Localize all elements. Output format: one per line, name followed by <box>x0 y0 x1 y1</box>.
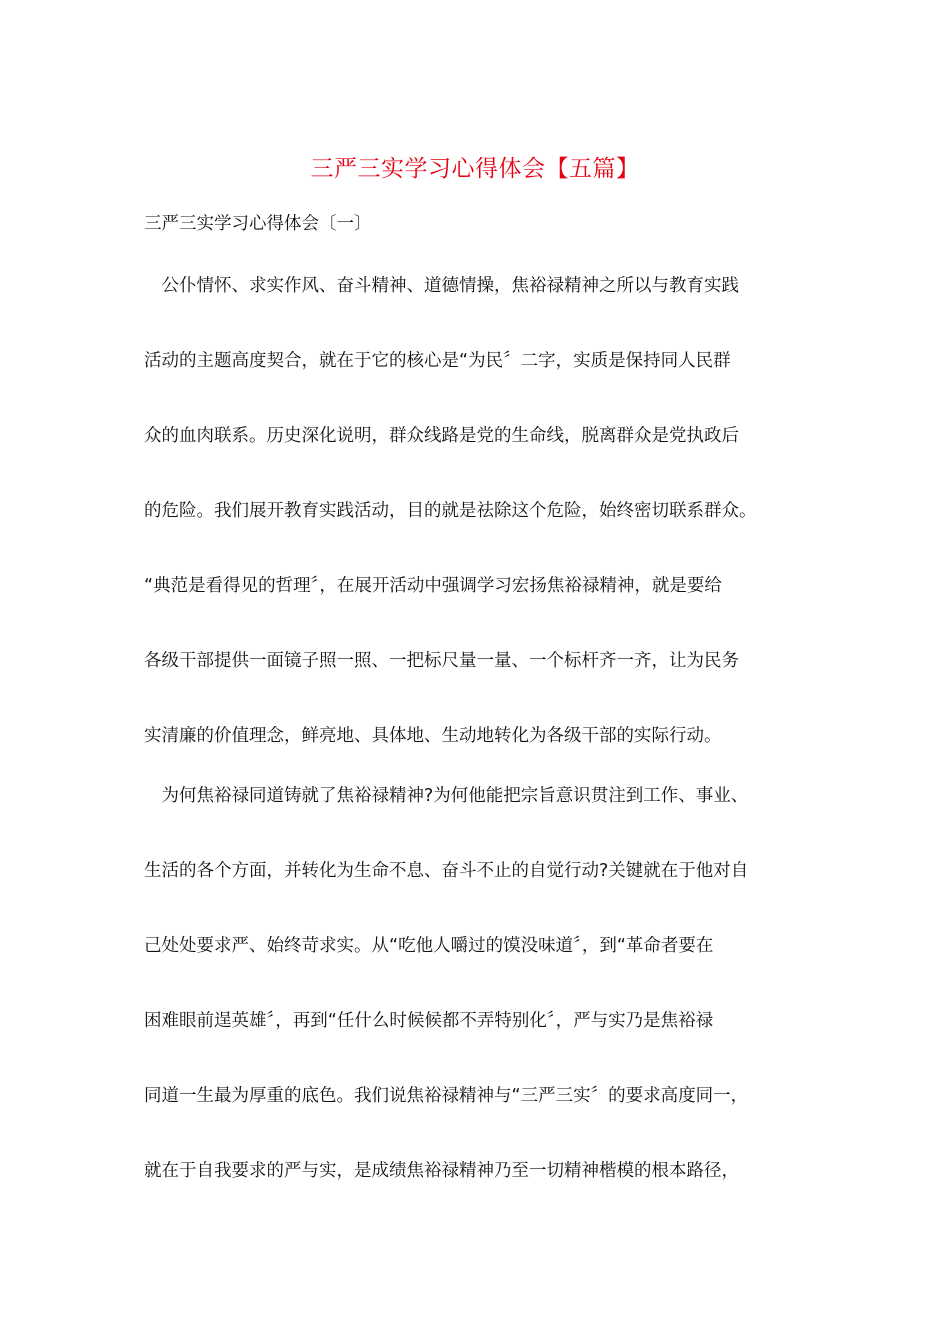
section-heading: 三严三实学习心得体会〔一〕 <box>144 214 372 234</box>
body-text-line: 实清廉的价值理念，鲜亮地、具体地、生动地转化为各级干部的实际行动。 <box>144 726 722 746</box>
body-text-line: 的危险。我们展开教育实践活动，目的就是祛除这个危险，始终密切联系群众。 <box>144 501 757 521</box>
body-text-line: 众的血肉联系。历史深化说明，群众线路是党的生命线，脱离群众是党执政后 <box>144 426 739 446</box>
body-text-line: 就在于自我要求的严与实，是成绩焦裕禄精神乃至一切精神楷模的根本路径， <box>144 1161 739 1181</box>
body-text-line: 生活的各个方面，并转化为生命不息、奋斗不止的自觉行动?关键就在于他对自 <box>144 861 749 881</box>
body-text-line: 活动的主题高度契合，就在于它的核心是“为民〞二字，实质是保持同人民群 <box>144 351 731 371</box>
document-title: 三严三实学习心得体会【五篇】 <box>310 156 640 182</box>
body-text-line: “典范是看得见的哲理〞，在展开活动中强调学习宏扬焦裕禄精神，就是要给 <box>144 576 722 596</box>
body-text-line: 己处处要求严、始终苛求实。从“吃他人嚼过的馍没味道〞，到“革命者要在 <box>144 936 714 956</box>
body-text-line: 同道一生最为厚重的底色。我们说焦裕禄精神与“三严三实〞的要求高度同一， <box>144 1086 749 1106</box>
body-text-line: 各级干部提供一面镜子照一照、一把标尺量一量、一个标杆齐一齐，让为民务 <box>144 651 739 671</box>
body-text-line: 困难眼前逞英雄〞，再到“任什么时候候都不弄特别化〞，严与实乃是焦裕禄 <box>144 1011 714 1031</box>
body-text-line: 为何焦裕禄同道铸就了焦裕禄精神?为何他能把宗旨意识贯注到工作、事业、 <box>144 786 749 806</box>
body-text-line: 公仆情怀、求实作风、奋斗精神、道德情操，焦裕禄精神之所以与教育实践 <box>144 276 739 296</box>
